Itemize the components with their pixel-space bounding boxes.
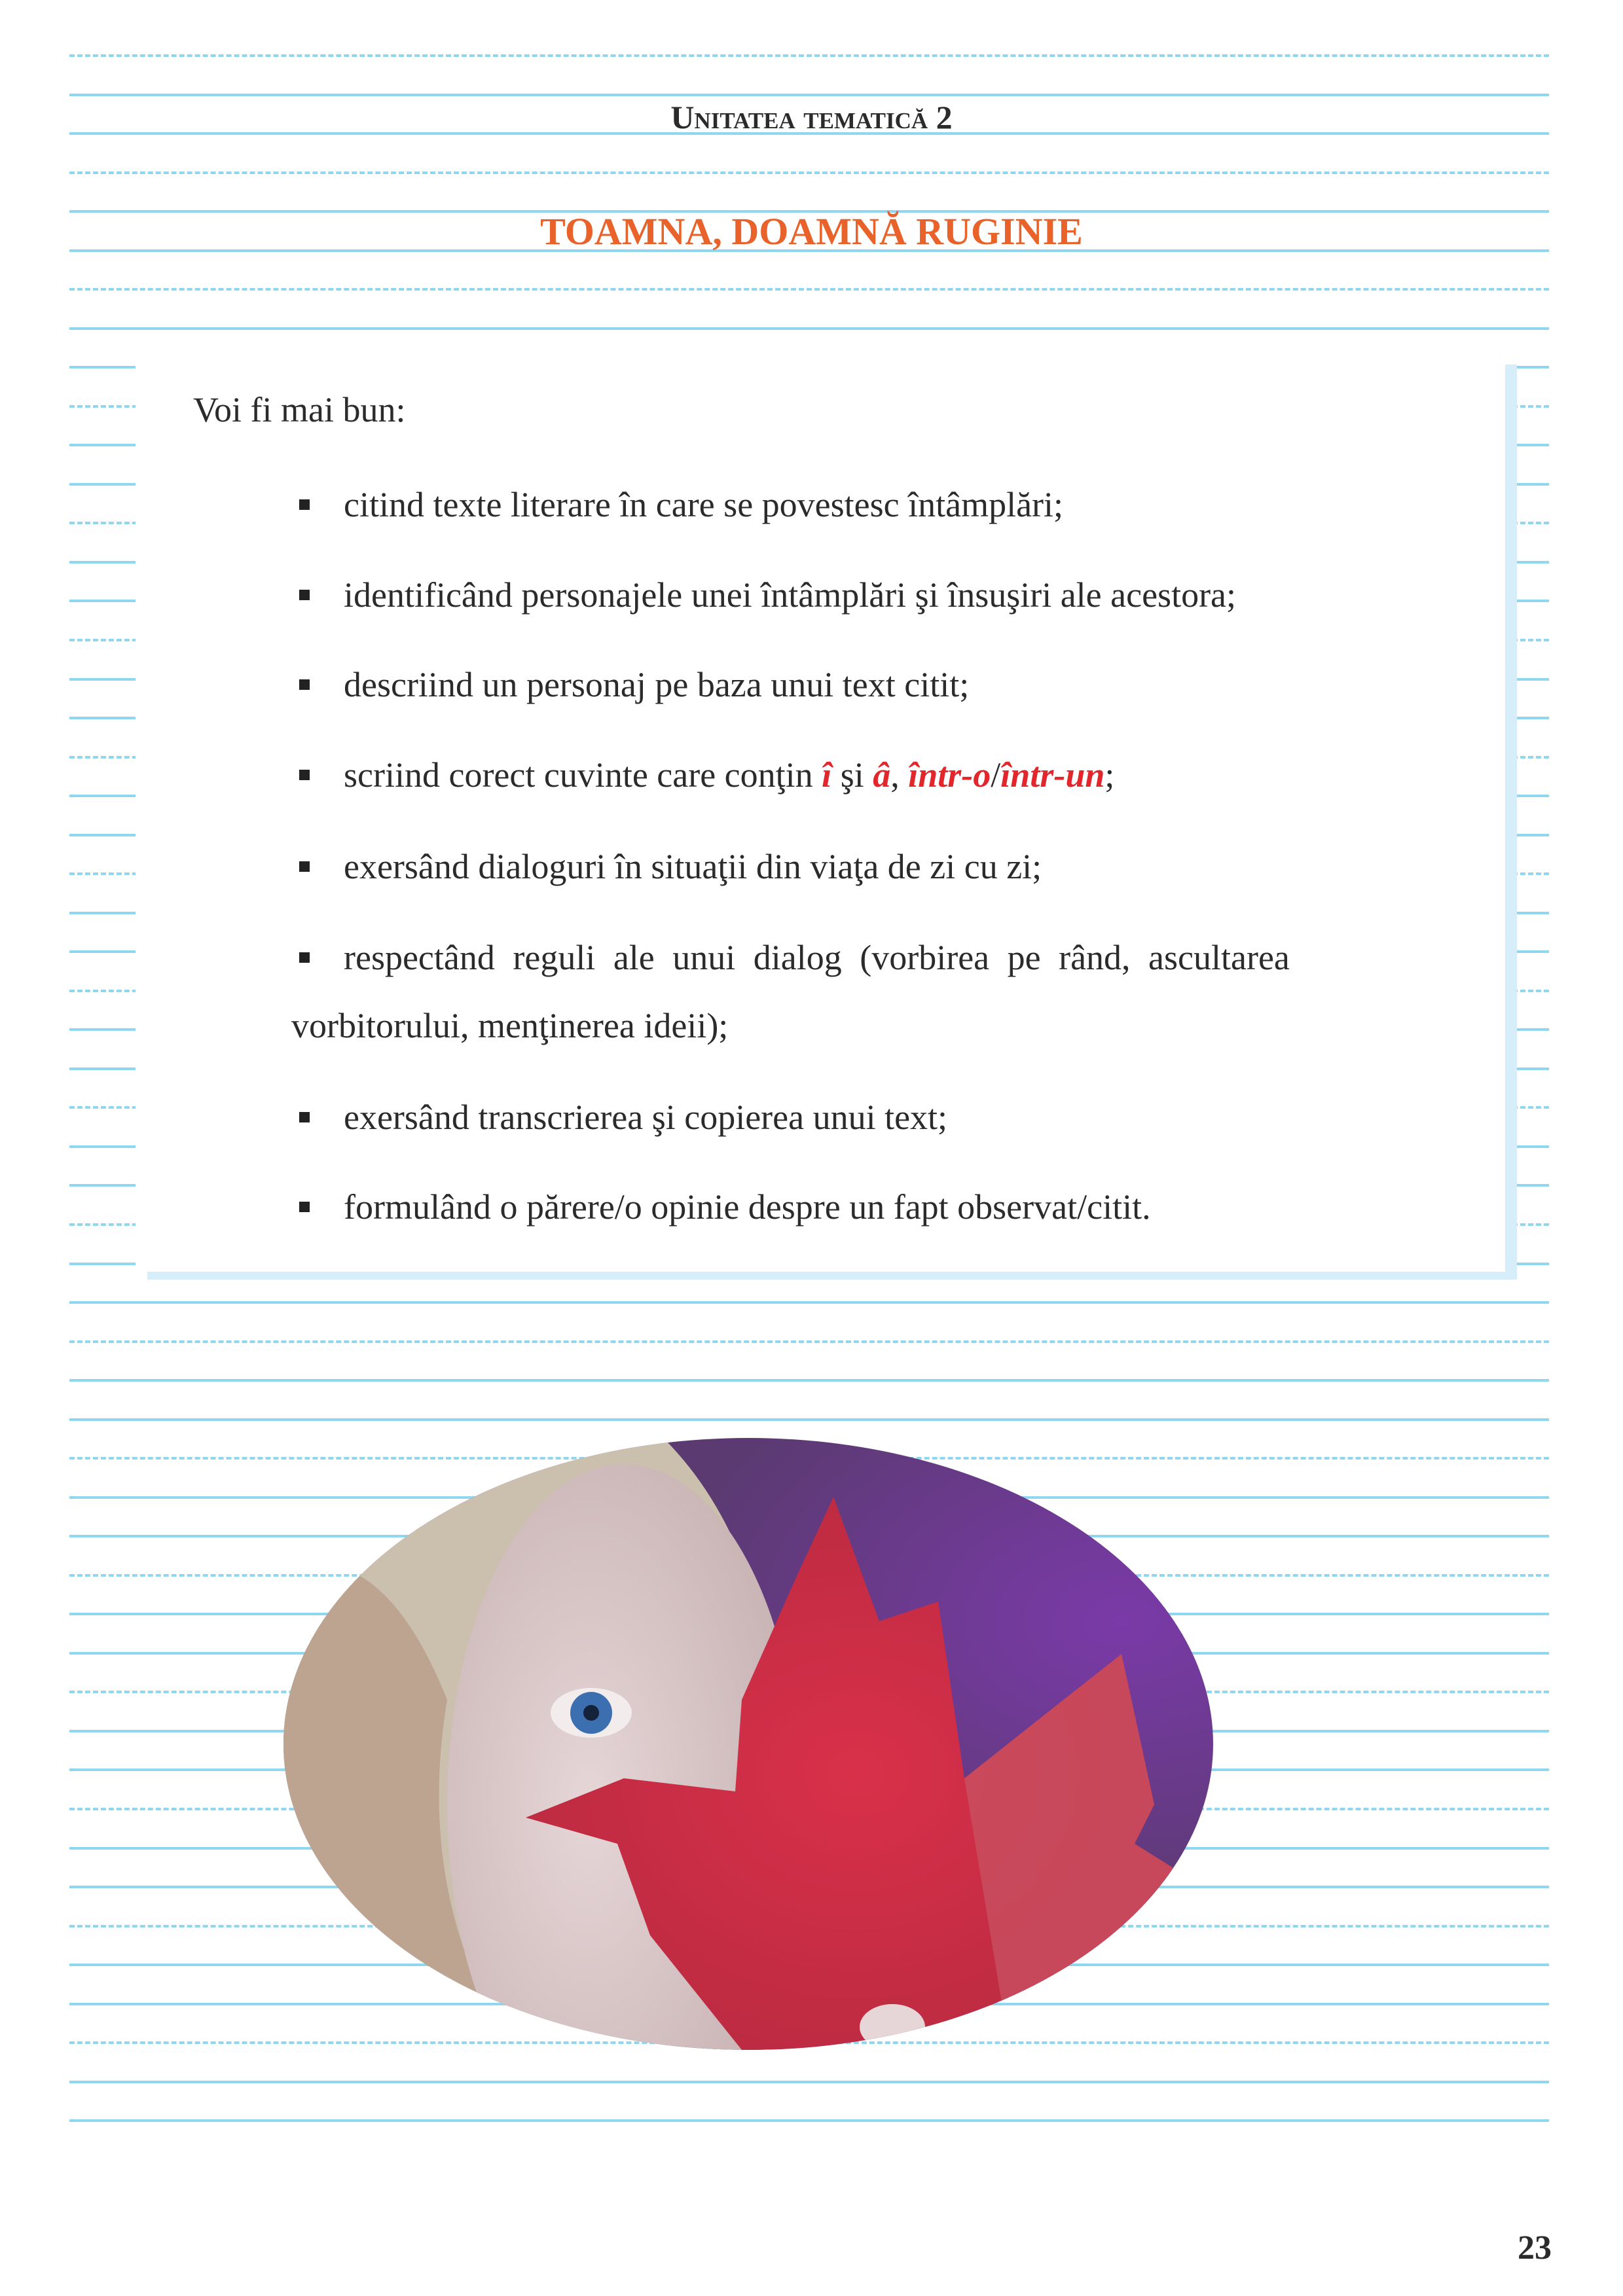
objective-text: exersând dialoguri în situaţii din viaţa de zi cu zi; — [344, 847, 1042, 886]
page-title: TOAMNA, DOAMNĂ RUGINIE — [540, 210, 1083, 253]
bullet-icon — [299, 1202, 310, 1212]
objective-text: formulând o părere/o opinie despre un fapt observat/citit. — [344, 1187, 1151, 1227]
highlight: î — [822, 755, 832, 795]
solid-guide-line — [69, 1301, 1549, 1304]
objective-item — [299, 575, 1327, 615]
objective-text: şi — [831, 755, 873, 795]
objective-text: / — [991, 755, 1001, 795]
solid-guide-line — [69, 2081, 1549, 2083]
dashed-guide-line — [69, 54, 1549, 57]
dashed-guide-line — [69, 1340, 1549, 1343]
objective-item — [299, 1097, 1327, 1138]
bullet-icon — [299, 590, 310, 600]
objective-text: identificând personajele unei întâmplări şi însuşiri ale acestora; — [344, 575, 1237, 615]
objective-text: respectând reguli ale unui dialog (vorbirea pe rând, ascultarea — [344, 938, 1290, 977]
dashed-guide-line — [69, 288, 1549, 291]
objective-item — [299, 664, 1327, 705]
objective-text: , — [890, 755, 909, 795]
objective-text: citind texte literare în care se povestesc întâmplări; — [344, 485, 1064, 524]
highlight: â — [873, 755, 891, 795]
bullet-icon — [299, 679, 310, 690]
bullet-icon — [299, 499, 310, 510]
objective-item — [299, 755, 1327, 795]
bullet-icon — [299, 952, 310, 963]
highlight: într-un — [1000, 755, 1105, 795]
objective-text: scriind corect cuvinte care conţin — [344, 755, 822, 795]
solid-guide-line — [69, 327, 1549, 330]
objective-item — [299, 484, 1327, 525]
bullet-icon — [299, 770, 310, 780]
objective-text: ; — [1104, 755, 1115, 795]
objective-text: descriind un personaj pe baza unui text citit; — [344, 665, 970, 704]
highlight: într-o — [908, 755, 991, 795]
solid-guide-line — [69, 1379, 1549, 1382]
objective-item — [299, 937, 1327, 978]
page-number: 23 — [1518, 2229, 1552, 2267]
child-with-maple-leaf-photo — [283, 1438, 1213, 2050]
objective-item — [299, 1187, 1327, 1227]
unit-label: Unitatea tematică 2 — [670, 99, 953, 135]
solid-guide-line — [69, 94, 1549, 96]
bullet-icon — [299, 1112, 310, 1122]
bullet-icon — [299, 861, 310, 872]
objectives-intro: Voi fi mai bun: — [193, 390, 406, 429]
solid-guide-line — [69, 2119, 1549, 2122]
objective-item — [299, 846, 1327, 887]
objective-item-continuation: vorbitorului, menţinerea ideii); — [291, 1006, 729, 1045]
solid-guide-line — [69, 1418, 1549, 1421]
dashed-guide-line — [69, 171, 1549, 174]
objective-text: exersând transcrierea şi copierea unui text; — [344, 1098, 948, 1137]
